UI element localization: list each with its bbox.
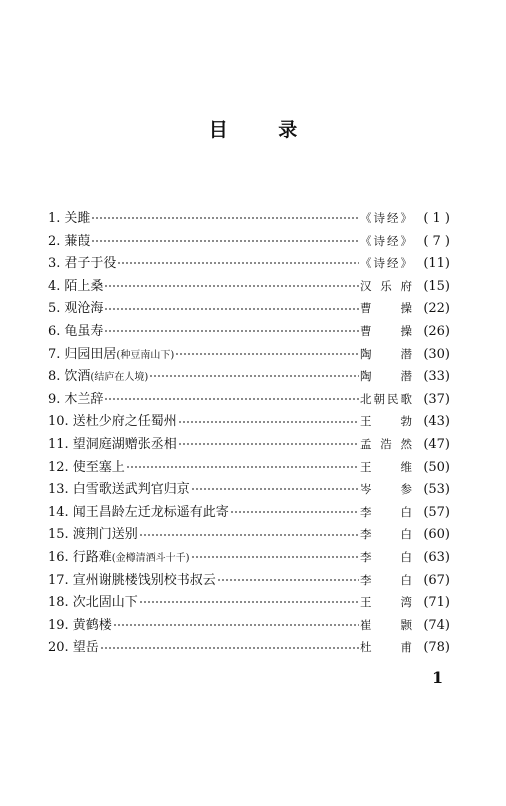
entry-page: (67) <box>423 572 450 588</box>
entry-page: ( 1 ) <box>423 211 450 226</box>
dot-leader <box>175 350 359 358</box>
entry-title: 闻王昌龄左迁龙标遥有此寄 <box>72 504 229 520</box>
entry-page: (53) <box>423 482 450 498</box>
table-of-contents <box>48 207 450 659</box>
entry-number: 16. <box>48 549 69 565</box>
toc-entry[interactable] <box>48 388 450 411</box>
dot-leader <box>217 576 359 584</box>
dot-leader <box>91 237 359 245</box>
entry-author: 陶 潜 <box>360 369 412 384</box>
entry-author: 李 白 <box>360 572 412 587</box>
entry-author: 陶 潜 <box>360 346 412 361</box>
entry-title: 望岳 <box>72 640 99 656</box>
entry-page: (33) <box>423 369 450 385</box>
dot-leader <box>104 305 359 313</box>
dot-leader <box>139 598 359 606</box>
toc-entry[interactable] <box>48 501 450 524</box>
entry-number: 18. <box>48 595 69 611</box>
toc-entry[interactable] <box>48 456 450 479</box>
entry-number: 12. <box>48 459 69 475</box>
entry-page: (78) <box>423 640 450 656</box>
entry-title: 黄鹤楼 <box>72 617 112 633</box>
entry-title: 行路难 <box>72 549 112 565</box>
entry-author: 曹 操 <box>360 301 412 316</box>
entry-number: 13. <box>48 482 69 498</box>
entry-author: 李 白 <box>360 549 412 564</box>
dot-leader <box>178 418 359 426</box>
entry-author: 杜 甫 <box>360 640 412 655</box>
page-title: 目 录 <box>208 119 320 141</box>
entry-title: 陌上桑 <box>64 278 104 294</box>
entry-page: (60) <box>423 527 450 543</box>
dot-leader <box>178 440 359 448</box>
entry-title: 君子于役 <box>64 256 117 272</box>
toc-entry[interactable] <box>48 410 450 433</box>
entry-subtitle: (种豆南山下) <box>116 349 175 361</box>
entry-author: 李 白 <box>360 527 412 542</box>
toc-entry[interactable] <box>48 252 450 275</box>
entry-number: 4. <box>48 278 61 294</box>
dot-leader <box>149 372 359 380</box>
entry-number: 1. <box>48 211 61 226</box>
dot-leader <box>113 621 359 629</box>
entry-title: 渡荆门送别 <box>72 527 138 543</box>
entry-page: (47) <box>423 436 450 452</box>
dot-leader <box>139 531 359 539</box>
dot-leader <box>230 508 359 516</box>
entry-author: 王 湾 <box>360 595 412 610</box>
toc-entry[interactable] <box>48 546 450 569</box>
dot-leader <box>191 553 359 561</box>
toc-entry[interactable] <box>48 207 450 230</box>
entry-page: (57) <box>423 504 450 520</box>
entry-title: 次北固山下 <box>72 595 138 611</box>
entry-page: (30) <box>423 346 450 362</box>
entry-author: 汉乐府 <box>360 278 412 293</box>
entry-number: 20. <box>48 640 69 656</box>
entry-title: 蒹葭 <box>64 233 91 249</box>
entry-number: 3. <box>48 256 61 272</box>
entry-page: (37) <box>423 391 450 407</box>
toc-entry[interactable] <box>48 297 450 320</box>
entry-number: 10. <box>48 414 69 430</box>
toc-entry[interactable] <box>48 275 450 298</box>
entry-number: 9. <box>48 391 61 407</box>
entry-page: (43) <box>423 414 450 430</box>
dot-leader <box>104 395 359 403</box>
toc-entry[interactable] <box>48 433 450 456</box>
toc-entry[interactable] <box>48 614 450 637</box>
toc-entry[interactable] <box>48 343 450 366</box>
page-number: 1 <box>432 668 444 687</box>
entry-number: 5. <box>48 301 61 317</box>
entry-title: 宣州谢朓楼饯别校书叔云 <box>72 572 216 588</box>
entry-title: 送杜少府之任蜀州 <box>72 414 177 430</box>
dot-leader <box>100 644 359 652</box>
entry-author: 曹 操 <box>360 323 412 338</box>
entry-number: 6. <box>48 323 61 339</box>
dot-leader <box>126 463 359 471</box>
entry-title: 归园田居 <box>64 346 117 362</box>
entry-title: 饮酒 <box>64 369 91 385</box>
entry-page: (22) <box>423 301 450 317</box>
entry-page: (26) <box>423 323 450 339</box>
entry-title: 望洞庭湖赠张丞相 <box>72 436 177 452</box>
entry-author: 崔 颢 <box>360 617 412 632</box>
toc-entry[interactable] <box>48 478 450 501</box>
entry-title: 使至塞上 <box>72 459 125 475</box>
entry-title: 关雎 <box>64 211 91 226</box>
toc-entry[interactable] <box>48 523 450 546</box>
entry-page: ( 7 ) <box>423 233 450 249</box>
toc-entry[interactable] <box>48 365 450 388</box>
entry-author: 王 维 <box>360 459 412 474</box>
entry-page: (50) <box>423 459 450 475</box>
entry-subtitle: (金樽清酒斗十千) <box>111 552 190 564</box>
entry-page: (63) <box>423 549 450 565</box>
dot-leader <box>117 259 359 267</box>
entry-author: 岑 参 <box>360 482 412 497</box>
entry-author: 王 勃 <box>360 414 412 429</box>
entry-title: 木兰辞 <box>64 391 104 407</box>
entry-author: 《诗经》 <box>360 211 412 225</box>
dot-leader <box>104 282 359 290</box>
entry-number: 19. <box>48 617 69 633</box>
entry-page: (71) <box>423 595 450 611</box>
entry-number: 15. <box>48 527 69 543</box>
entry-number: 8. <box>48 369 61 385</box>
entry-author: 孟浩然 <box>360 436 412 451</box>
toc-entry[interactable] <box>48 636 450 659</box>
toc-entry[interactable] <box>48 230 450 253</box>
entry-number: 14. <box>48 504 69 520</box>
entry-author: 李 白 <box>360 504 412 519</box>
toc-entry[interactable] <box>48 569 450 592</box>
entry-number: 11. <box>48 436 69 452</box>
entry-author: 北朝民歌 <box>360 391 412 406</box>
dot-leader <box>191 485 359 493</box>
entry-title: 龟虽寿 <box>64 323 104 339</box>
entry-author: 《诗经》 <box>360 256 412 271</box>
entry-title: 观沧海 <box>64 301 104 317</box>
entry-page: (74) <box>423 617 450 633</box>
dot-leader <box>91 214 359 222</box>
entry-author: 《诗经》 <box>360 233 412 248</box>
dot-leader <box>104 327 359 335</box>
entry-number: 2. <box>48 233 61 249</box>
entry-number: 17. <box>48 572 69 588</box>
entry-title: 白雪歌送武判官归京 <box>72 482 190 498</box>
toc-entry[interactable] <box>48 591 450 614</box>
entry-page: (11) <box>423 256 450 272</box>
toc-entry[interactable] <box>48 320 450 343</box>
entry-number: 7. <box>48 346 61 362</box>
entry-page: (15) <box>423 278 450 294</box>
entry-subtitle: (结庐在人境) <box>90 372 149 384</box>
